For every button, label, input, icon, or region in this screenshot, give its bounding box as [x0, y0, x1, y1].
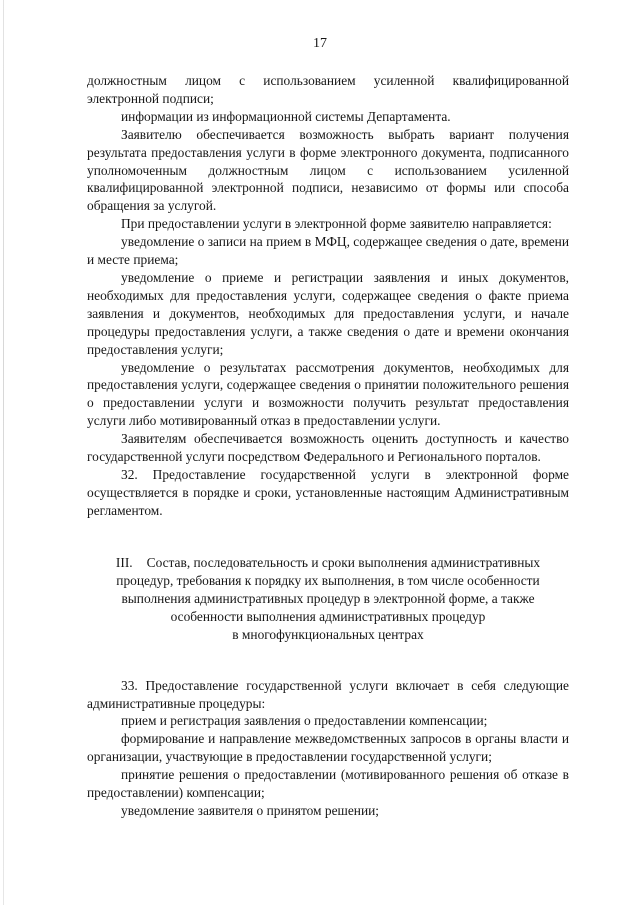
paragraph: При предоставлении услуги в электронной форме заявителю направляется: — [121, 216, 552, 232]
paragraph: Заявителям обеспечивается возможность оценить доступность и качество государственной услуги посредством Федерального и Регионального порталов. — [87, 431, 569, 465]
section-title-line: процедур, требования к порядку их выполнения, в том числе особенности — [116, 572, 540, 588]
paragraph: уведомление о приеме и регистрации заявления и иных документов, необходимых для предоставления услуги, содержащее сведения о факте приема заявления и документов, необходимых для предоставления услуги, и начале процедуры предоставления услуги, а также сведения о дате и времени окончания предоставления услуги; — [87, 269, 569, 357]
paragraph: должностным лицом с использованием усиленной квалифицированной электронной подписи; — [87, 73, 569, 106]
paragraph: 33. Предоставление государственной услуги включает в себя следующие административные процедуры: — [87, 677, 569, 711]
page-number: 17 — [313, 36, 327, 51]
paragraph: 32. Предоставление государственной услуги в электронной форме осуществляется в порядке и сроки, установленные настоящим Административным регламентом. — [87, 466, 569, 518]
paragraph: формирование и направление межведомственных запросов в органы власти и организации, участвующие в предоставлении государственной услуги; — [87, 731, 569, 765]
paragraph: прием и регистрация заявления о предоставлении компенсации; — [121, 713, 488, 729]
section-title-line: особенности выполнения административных процедур — [170, 608, 486, 624]
section-heading-line — [87, 554, 569, 572]
section-number: III. — [115, 554, 133, 570]
section-title-line: в многофункциональных центрах — [232, 626, 424, 642]
paragraph: уведомление о результатах рассмотрения документов, необходимых для предоставления услуги, содержащее сведения о принятии положительного решения о предоставлении услуги и возможности получить результат предоставления услуги либо мотивированный отказ в предоставлении услуги. — [87, 359, 569, 429]
paragraph: уведомление заявителя о принятом решении; — [121, 803, 379, 818]
paragraph: принятие решения о предоставлении (мотивированного решения об отказе в предоставлении) компенсации; — [87, 767, 569, 801]
section-title-line: выполнения административных процедур в электронной форме, а также — [121, 590, 535, 606]
paragraph: уведомление о записи на прием в МФЦ, содержащее сведения о дате, времени и месте приема; — [87, 234, 569, 268]
paragraph: информации из информационной системы Департамента. — [121, 108, 451, 124]
document-body — [87, 72, 569, 820]
paragraph: Заявителю обеспечивается возможность выбрать вариант получения результата предоставления услуги в форме электронного документа, подписанного уполномоченным должностным лицом с использованием усиленной квалифицированной электронной подписи, независимо от формы или способа обращения за услугой. — [87, 126, 569, 214]
section-title-line: Состав, последовательность и сроки выполнения административных — [146, 554, 541, 570]
scan-edge — [3, 0, 4, 905]
section-heading — [87, 554, 569, 644]
